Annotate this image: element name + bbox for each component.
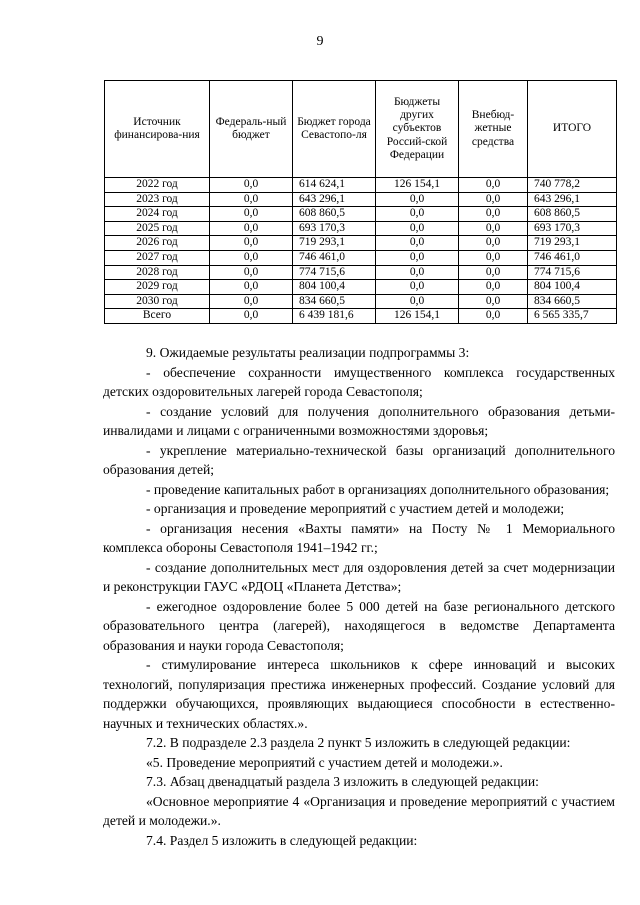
cell-year: 2024 год — [105, 207, 210, 222]
list-item: - укрепление материально-технической базы организаций дополнительного образования детей; — [103, 442, 615, 477]
cell-other: 126 154,1 — [376, 178, 459, 193]
cell-offbudget: 0,0 — [459, 221, 528, 236]
cell-federal: 0,0 — [210, 221, 293, 236]
cell-total: 719 293,1 — [528, 236, 617, 251]
cell-year: 2027 год — [105, 250, 210, 265]
paragraph: «Основное мероприятие 4 «Организация и проведение мероприятий с участием детей и молодежи.». — [103, 793, 615, 828]
cell-year: 2023 год — [105, 192, 210, 207]
cell-offbudget: 0,0 — [459, 207, 528, 222]
cell-total: 746 461,0 — [528, 250, 617, 265]
list-item: - стимулирование интереса школьников к сфере инноваций и высоких технологий, популяризация престижа инженерных профессий. Создание условий для поддержки обучающихся, проявляющих выдающиеся способности в естественно-научных и технических областях.». — [103, 657, 615, 731]
cell-city: 719 293,1 — [293, 236, 376, 251]
cell-federal: 0,0 — [210, 280, 293, 295]
cell-city: 746 461,0 — [293, 250, 376, 265]
list-item: - ежегодное оздоровление более 5 000 детей на базе регионального детского образовательного центра (лагерей), находящегося в ведомстве Департамента образования и науки города Севастополя; — [103, 598, 615, 653]
cell-other: 0,0 — [376, 280, 459, 295]
cell-year: 2026 год — [105, 236, 210, 251]
cell-total: 740 778,2 — [528, 178, 617, 193]
cell-other: 126 154,1 — [376, 309, 459, 324]
cell-city: 608 860,5 — [293, 207, 376, 222]
cell-city: 6 439 181,6 — [293, 309, 376, 324]
cell-city: 693 170,3 — [293, 221, 376, 236]
document-body — [103, 343, 615, 850]
cell-city: 614 624,1 — [293, 178, 376, 193]
cell-total: 693 170,3 — [528, 221, 617, 236]
header-other-subjects: Бюджеты других субъектов Россий-ской Федерации — [376, 81, 459, 178]
cell-offbudget: 0,0 — [459, 265, 528, 280]
cell-total: 774 715,6 — [528, 265, 617, 280]
table-row — [105, 236, 617, 251]
cell-other: 0,0 — [376, 265, 459, 280]
cell-other: 0,0 — [376, 192, 459, 207]
list-item: - создание дополнительных мест для оздоровления детей за счет модернизации и реконструкции ГАУС «РДОЦ «Планета Детства»; — [103, 559, 615, 594]
cell-other: 0,0 — [376, 221, 459, 236]
cell-other: 0,0 — [376, 294, 459, 309]
financing-table — [104, 80, 617, 324]
cell-city: 834 660,5 — [293, 294, 376, 309]
page-number: 9 — [316, 34, 324, 49]
cell-city: 804 100,4 — [293, 280, 376, 295]
list-item: - организация несения «Вахты памяти» на Посту № 1 Мемориального комплекса обороны Севастополя 1941–1942 гг.; — [103, 520, 615, 555]
cell-offbudget: 0,0 — [459, 192, 528, 207]
cell-offbudget: 0,0 — [459, 294, 528, 309]
table-row — [105, 280, 617, 295]
list-item: - организация и проведение мероприятий с участием детей и молодежи; — [146, 501, 565, 516]
table-total-row — [105, 309, 617, 324]
paragraph: 7.3. Абзац двенадцатый раздела 3 изложить в следующей редакции: — [146, 774, 539, 789]
cell-year: 2025 год — [105, 221, 210, 236]
cell-total: 643 296,1 — [528, 192, 617, 207]
cell-other: 0,0 — [376, 207, 459, 222]
header-total: ИТОГО — [528, 81, 617, 178]
section-heading: 9. Ожидаемые результаты реализации подпрограммы 3: — [146, 345, 470, 360]
cell-total: 804 100,4 — [528, 280, 617, 295]
cell-federal: 0,0 — [210, 207, 293, 222]
paragraph: 7.4. Раздел 5 изложить в следующей редакции: — [146, 832, 418, 848]
cell-federal: 0,0 — [210, 250, 293, 265]
cell-offbudget: 0,0 — [459, 178, 528, 193]
cell-total: 834 660,5 — [528, 294, 617, 309]
header-offbudget: Внебюд-жетные средства — [459, 81, 528, 178]
cell-federal: 0,0 — [210, 309, 293, 324]
cell-other: 0,0 — [376, 250, 459, 265]
table-header-row — [105, 81, 617, 178]
cell-year: 2030 год — [105, 294, 210, 309]
header-federal: Федераль-ный бюджет — [210, 81, 293, 178]
cell-federal: 0,0 — [210, 192, 293, 207]
cell-federal: 0,0 — [210, 265, 293, 280]
cell-other: 0,0 — [376, 236, 459, 251]
cell-offbudget: 0,0 — [459, 280, 528, 295]
list-item: - создание условий для получения дополнительного образования детьми-инвалидами и лицами с ограниченными возможностями здоровья; — [103, 403, 615, 438]
table-row — [105, 250, 617, 265]
cell-total: 608 860,5 — [528, 207, 617, 222]
list-item: - обеспечение сохранности имущественного комплекса государственных детских оздоровительных лагерей города Севастополя; — [103, 364, 615, 399]
cell-federal: 0,0 — [210, 236, 293, 251]
paragraph: 7.2. В подразделе 2.3 раздела 2 пункт 5 изложить в следующей редакции: — [146, 735, 571, 750]
table-row — [105, 221, 617, 236]
table-row — [105, 265, 617, 280]
table-row — [105, 178, 617, 193]
cell-year: 2022 год — [105, 178, 210, 193]
cell-year: Всего — [105, 309, 210, 324]
cell-year: 2028 год — [105, 265, 210, 280]
table-row — [105, 192, 617, 207]
cell-total: 6 565 335,7 — [528, 309, 617, 324]
cell-city: 643 296,1 — [293, 192, 376, 207]
cell-federal: 0,0 — [210, 178, 293, 193]
cell-offbudget: 0,0 — [459, 236, 528, 251]
table-row — [105, 207, 617, 222]
paragraph: «5. Проведение мероприятий с участием детей и молодежи.». — [146, 754, 503, 770]
header-city-budget: Бюджет города Севастопо-ля — [293, 81, 376, 178]
cell-offbudget: 0,0 — [459, 309, 528, 324]
cell-federal: 0,0 — [210, 294, 293, 309]
list-item: - проведение капитальных работ в организациях дополнительного образования; — [146, 481, 610, 497]
header-source: Источник финансирова-ния — [105, 81, 210, 178]
cell-year: 2029 год — [105, 280, 210, 295]
cell-offbudget: 0,0 — [459, 250, 528, 265]
cell-city: 774 715,6 — [293, 265, 376, 280]
table-row — [105, 294, 617, 309]
